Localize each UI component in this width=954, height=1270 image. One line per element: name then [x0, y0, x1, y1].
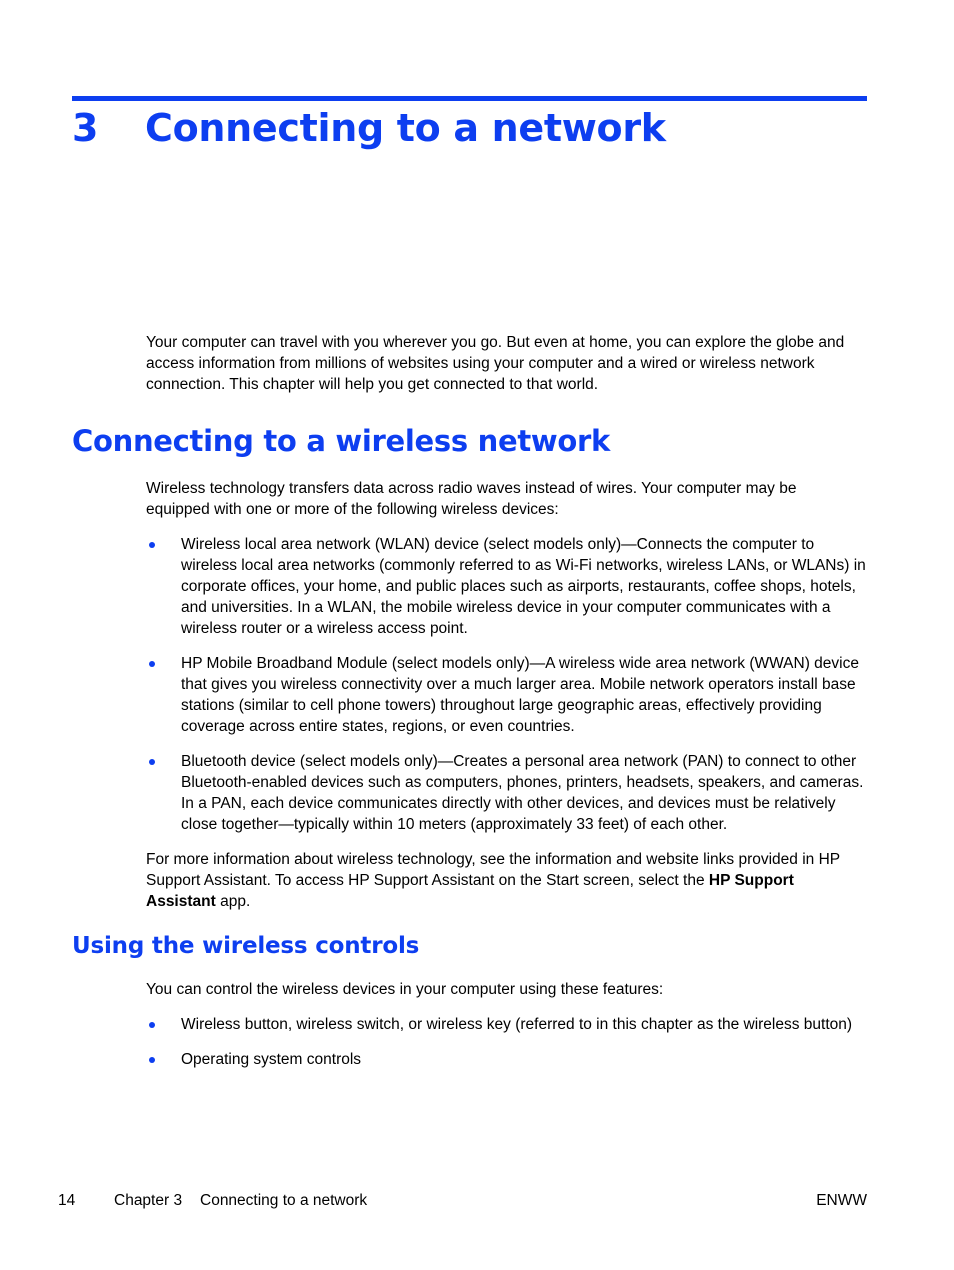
- wireless-intro: Wireless technology transfers data across radio waves instead of wires. Your computer may be equipped with one or more of the following wireless devices:: [146, 480, 797, 518]
- controls-intro: You can control the wireless devices in your computer using these features:: [146, 981, 664, 998]
- chapter-intro: Your computer can travel with you wherever you go. But even at home, you can explore the globe and access information from millions of websites using your computer and a wired or wireless network connection. This chapter will help you get connected to that world.: [146, 334, 845, 393]
- bullet-icon: [149, 542, 155, 548]
- bullet-icon: [149, 661, 155, 667]
- app-name-bold: HP Support Assistant: [146, 872, 794, 910]
- chapter-title: [72, 106, 666, 150]
- more-info-paragraph: [146, 849, 864, 912]
- chapter-rule: [72, 96, 867, 101]
- wireless-device-list: [146, 534, 866, 835]
- list-item-text: Operating system controls: [181, 1051, 362, 1068]
- controls-list: [146, 1014, 866, 1070]
- list-item-text: Bluetooth device (select models only)—Creates a personal area network (PAN) to connect to other Bluetooth-enabled devices such as computers, phones, printers, headsets, speakers, and cameras. In a PAN, each device communicates directly with other devices, and devices must be relatively close together—typically within 10 meters (approximately 33 feet) of each other.: [181, 753, 864, 833]
- list-item-text: HP Mobile Broadband Module (select models only)—A wireless wide area network (WWAN) device that gives you wireless connectivity over a much larger area. Mobile network operators install base stations (similar to cell phone towers) throughout large geographic areas, effectively providing coverage across entire states, regions, or even countries.: [181, 655, 859, 735]
- list-item: [146, 534, 866, 639]
- more-info-suffix: app.: [215, 893, 251, 910]
- list-item: [146, 1014, 866, 1035]
- section-heading-controls: Using the wireless controls: [72, 933, 420, 959]
- list-item: [146, 1049, 866, 1070]
- bullet-icon: [149, 759, 155, 765]
- footer-page-number: 14: [58, 1192, 76, 1209]
- list-item-text: Wireless local area network (WLAN) device (select models only)—Connects the computer to wireless local area networks (commonly referred to as Wi-Fi networks, wireless LANs, or WLANs) in corporate offices, your home, and public places such as airports, restaurants, coffee shops, hotels, and universities. In a WLAN, the mobile wireless device in your computer communicates with a wireless router or a wireless access point.: [181, 536, 866, 637]
- list-item: [146, 751, 866, 835]
- list-item-text: Wireless button, wireless switch, or wireless key (referred to in this chapter as the wireless button): [181, 1016, 853, 1033]
- footer-chapter-title: Connecting to a network: [200, 1192, 368, 1209]
- list-item: [146, 653, 866, 737]
- footer-chapter-label: Chapter 3: [114, 1192, 183, 1209]
- bullet-icon: [149, 1022, 155, 1028]
- chapter-title-text: Connecting to a network: [145, 106, 666, 150]
- bullet-icon: [149, 1057, 155, 1063]
- footer-region-code: ENWW: [816, 1192, 867, 1209]
- chapter-number: 3: [72, 106, 99, 150]
- section-heading-wireless: Connecting to a wireless network: [72, 424, 611, 458]
- more-info-text: For more information about wireless technology, see the information and website links provided in HP Support Assistant. To access HP Support Assistant on the Start screen, select the: [146, 851, 840, 889]
